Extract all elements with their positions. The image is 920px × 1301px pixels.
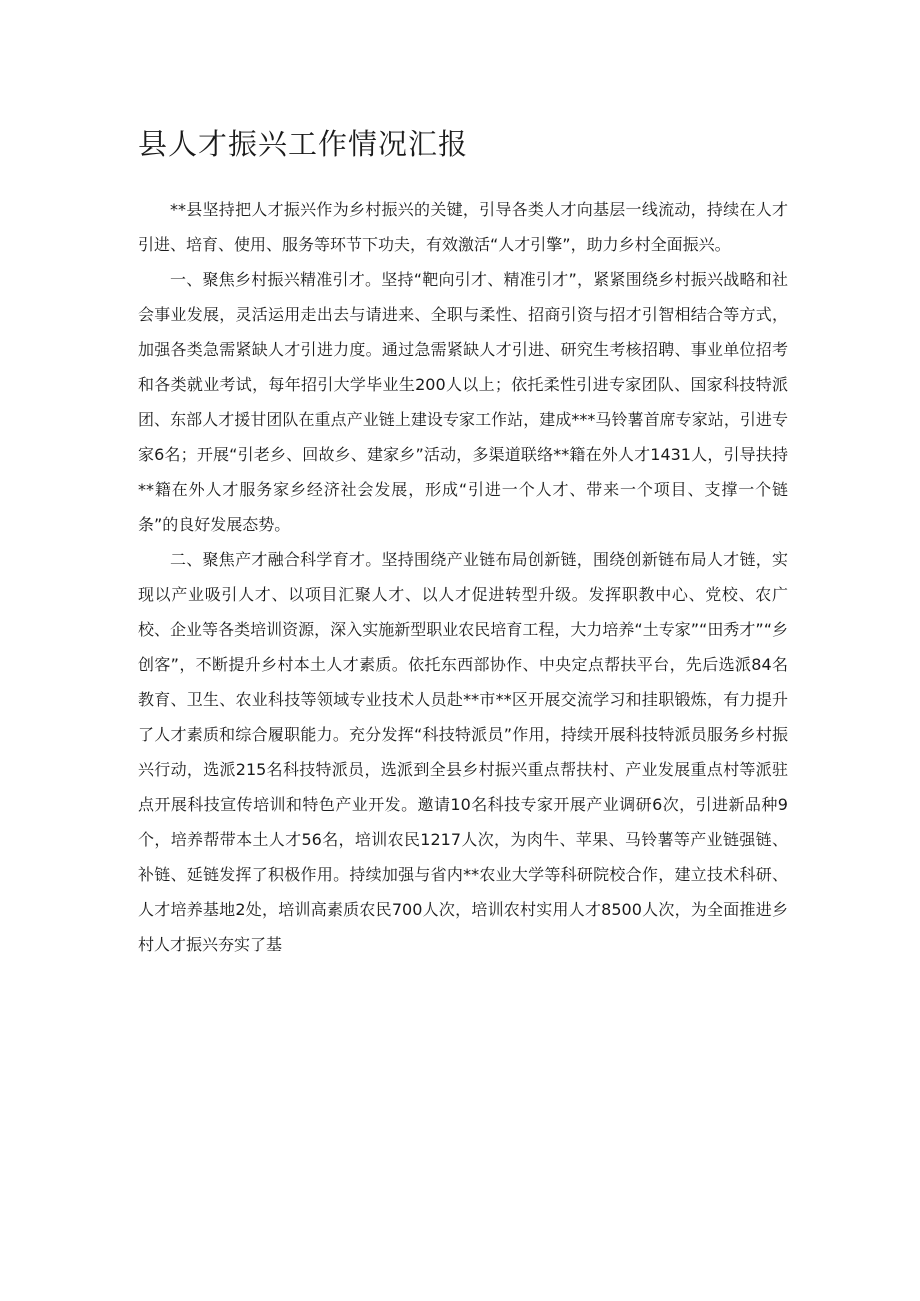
- document-title: 县人才振兴工作情况汇报: [138, 127, 469, 161]
- paragraph-section-one: 一、聚焦乡村振兴精准引才。坚持“靶向引才、精准引才”，紧紧围绕乡村振兴战略和社会事业发展，灵活运用走出去与请进来、全职与柔性、招商引资与招才引智相结合等方式，加强各类急需紧缺人才引进力度。通过急需紧缺人才引进、研究生考核招聘、事业单位招考和各类就业考试，每年招引大学毕业生200人以上；依托柔性引进专家团队、国家科技特派团、东部人才援甘团队在重点产业链上建设专家工作站，建成***马铃薯首席专家站，引进专家6名；开展“引老乡、回故乡、建家乡”活动，多渠道联络**籍在外人才1431人，引导扶持**籍在外人才服务家乡经济社会发展，形成“引进一个人才、带来一个项目、支撑一个链条”的良好发展态势。: [138, 270, 788, 534]
- paragraph-section-two: 二、聚焦产才融合科学育才。坚持围绕产业链布局创新链，围绕创新链布局人才链，实现以产业吸引人才、以项目汇聚人才、以人才促进转型升级。发挥职教中心、党校、农广校、企业等各类培训资源，深入实施新型职业农民培育工程，大力培养“土专家”“田秀才”“乡创客”，不断提升乡村本土人才素质。依托东西部协作、中央定点帮扶平台，先后选派84名教育、卫生、农业科技等领域专业技术人员赴**市**区开展交流学习和挂职锻炼，有力提升了人才素质和综合履职能力。充分发挥“科技特派员”作用，持续开展科技特派员服务乡村振兴行动，选派215名科技特派员，选派到全县乡村振兴重点帮扶村、产业发展重点村等派驻点开展科技宣传培训和特色产业开发。邀请10名科技专家开展产业调研6次，引进新品种9个，培养帮带本土人才56名，培训农民1217人次，为肉牛、苹果、马铃薯等产业链强链、补链、延链发挥了积极作用。持续加强与省内**农业大学等科研院校合作，建立技术科研、人才培养基地2处，培训高素质农民700人次，培训农村实用人才8500人次，为全面推进乡村人才振兴夯实了基: [138, 550, 788, 954]
- document-body: [138, 192, 788, 962]
- paragraph-intro: **县坚持把人才振兴作为乡村振兴的关键，引导各类人才向基层一线流动，持续在人才引进、培育、使用、服务等环节下功夫，有效激活“人才引擎”，助力乡村全面振兴。: [138, 200, 788, 254]
